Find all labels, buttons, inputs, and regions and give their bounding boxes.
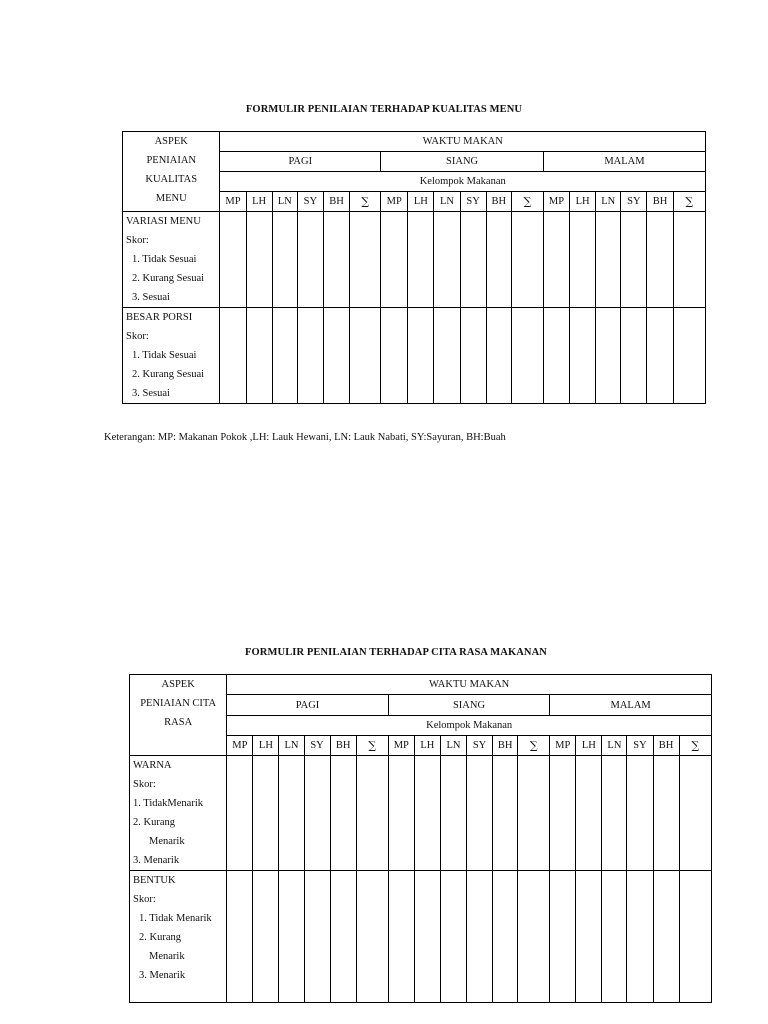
group-sum: ∑	[350, 192, 381, 212]
aspect-line: MENU	[155, 193, 187, 204]
score-cell[interactable]	[440, 756, 466, 871]
score-cell[interactable]	[543, 308, 569, 404]
group-sy: SY	[304, 736, 330, 756]
aspect-line: ASPEK	[161, 679, 195, 690]
score-cell[interactable]	[511, 308, 543, 404]
period-malam: MALAM	[550, 695, 712, 716]
criteria-line: Menarik	[149, 836, 185, 847]
kelompok-makanan-header: Kelompok Makanan	[227, 716, 712, 736]
group-ln: LN	[440, 736, 466, 756]
score-cell[interactable]	[408, 308, 434, 404]
score-cell[interactable]	[627, 756, 653, 871]
criteria-line: 2. Kurang	[133, 817, 175, 828]
score-cell[interactable]	[279, 871, 304, 1003]
group-sum: ∑	[518, 736, 550, 756]
group-bh: BH	[493, 736, 518, 756]
waktu-makan-header: WAKTU MAKAN	[227, 675, 712, 695]
group-lh: LH	[414, 736, 440, 756]
score-cell[interactable]	[227, 756, 253, 871]
score-cell[interactable]	[673, 308, 705, 404]
score-cell[interactable]	[330, 871, 356, 1003]
score-cell[interactable]	[647, 308, 673, 404]
group-ln: LN	[279, 736, 304, 756]
score-cell[interactable]	[518, 871, 550, 1003]
score-cell[interactable]	[356, 871, 388, 1003]
legend-note: Keterangan: MP: Makanan Pokok ,LH: Lauk Hewani, LN: Lauk Nabati, SY:Sayuran, BH:Buah	[104, 432, 506, 443]
form2-title: FORMULIR PENILAIAN TERHADAP CITA RASA MAKANAN	[245, 647, 547, 658]
score-cell[interactable]	[570, 308, 596, 404]
criteria-line: 3. Sesuai	[132, 292, 170, 303]
aspect-header	[130, 675, 227, 756]
score-cell[interactable]	[460, 212, 486, 308]
group-sum: ∑	[511, 192, 543, 212]
criteria-line: 2. Kurang Sesuai	[132, 369, 205, 380]
score-cell[interactable]	[493, 871, 518, 1003]
criteria-line: Skor:	[126, 331, 149, 342]
criteria-line: 3. Menarik	[133, 855, 180, 866]
score-cell[interactable]	[414, 756, 440, 871]
group-mp: MP	[550, 736, 576, 756]
score-cell[interactable]	[460, 308, 486, 404]
criteria-label	[123, 308, 220, 404]
criteria-line: Skor:	[126, 235, 149, 246]
period-pagi: PAGI	[220, 152, 381, 172]
criteria-line: 1. Tidak Menarik	[139, 913, 212, 924]
form1-table	[122, 131, 706, 404]
criteria-line: Menarik	[149, 951, 185, 962]
score-cell[interactable]	[602, 871, 627, 1003]
group-ln: LN	[272, 192, 297, 212]
score-cell[interactable]	[323, 308, 349, 404]
score-cell[interactable]	[350, 308, 381, 404]
group-sy: SY	[460, 192, 486, 212]
score-cell[interactable]	[246, 212, 272, 308]
criteria-line: 1. Tidak Sesuai	[132, 350, 197, 361]
score-cell[interactable]	[627, 871, 653, 1003]
group-bh: BH	[647, 192, 673, 212]
aspect-header	[123, 132, 220, 212]
score-cell[interactable]	[576, 871, 602, 1003]
score-cell[interactable]	[596, 308, 621, 404]
waktu-makan-header: WAKTU MAKAN	[220, 132, 706, 152]
aspect-line: PENIAIAN CITA	[140, 698, 217, 709]
criteria-line: 3. Menarik	[139, 970, 186, 981]
group-lh: LH	[246, 192, 272, 212]
group-bh: BH	[486, 192, 511, 212]
score-cell[interactable]	[440, 871, 466, 1003]
criteria-title: VARIASI MENU	[126, 216, 201, 227]
score-cell[interactable]	[272, 212, 297, 308]
criteria-row-bentuk	[130, 871, 712, 1003]
score-cell[interactable]	[621, 212, 647, 308]
criteria-label	[130, 756, 227, 871]
group-mp: MP	[220, 192, 246, 212]
group-bh: BH	[323, 192, 349, 212]
score-cell[interactable]	[602, 756, 627, 871]
form1-title: FORMULIR PENILAIAN TERHADAP KUALITAS MENU	[245, 104, 523, 115]
aspect-line: KUALITAS	[145, 174, 198, 185]
group-sum: ∑	[673, 192, 705, 212]
score-cell[interactable]	[550, 756, 576, 871]
score-cell[interactable]	[253, 871, 279, 1003]
criteria-label	[123, 212, 220, 308]
criteria-row-variasi-menu	[123, 212, 706, 308]
score-cell[interactable]	[304, 871, 330, 1003]
group-sy: SY	[627, 736, 653, 756]
score-cell[interactable]	[543, 212, 569, 308]
criteria-line: Skor:	[133, 779, 156, 790]
score-cell[interactable]	[673, 212, 705, 308]
group-lh: LH	[253, 736, 279, 756]
group-sy: SY	[467, 736, 493, 756]
score-cell[interactable]	[647, 212, 673, 308]
score-cell[interactable]	[486, 212, 511, 308]
score-cell[interactable]	[330, 756, 356, 871]
score-cell[interactable]	[621, 308, 647, 404]
score-cell[interactable]	[388, 871, 414, 1003]
score-cell[interactable]	[304, 756, 330, 871]
score-cell[interactable]	[550, 871, 576, 1003]
group-lh: LH	[576, 736, 602, 756]
aspect-line: PENIAIAN	[146, 155, 197, 166]
criteria-line: 2. Kurang Sesuai	[132, 273, 205, 284]
score-cell[interactable]	[350, 212, 381, 308]
criteria-title: WARNA	[133, 760, 172, 771]
score-cell[interactable]	[297, 308, 323, 404]
score-cell[interactable]	[493, 756, 518, 871]
score-cell[interactable]	[486, 308, 511, 404]
score-cell[interactable]	[679, 871, 711, 1003]
group-mp: MP	[381, 192, 408, 212]
criteria-line: 2. Kurang	[139, 932, 181, 943]
group-sum: ∑	[679, 736, 711, 756]
score-cell[interactable]	[511, 212, 543, 308]
score-cell[interactable]	[570, 212, 596, 308]
criteria-row-warna	[130, 756, 712, 871]
period-siang: SIANG	[381, 152, 544, 172]
score-cell[interactable]	[679, 756, 711, 871]
score-cell[interactable]	[408, 212, 434, 308]
score-cell[interactable]	[227, 871, 253, 1003]
criteria-line: 3. Sesuai	[132, 388, 170, 399]
score-cell[interactable]	[246, 308, 272, 404]
criteria-line: 1. TidakMenarik	[133, 798, 204, 809]
score-cell[interactable]	[220, 308, 246, 404]
score-cell[interactable]	[434, 308, 460, 404]
score-cell[interactable]	[272, 308, 297, 404]
score-cell[interactable]	[356, 756, 388, 871]
group-ln: LN	[596, 192, 621, 212]
aspect-line: ASPEK	[154, 136, 188, 147]
score-cell[interactable]	[467, 871, 493, 1003]
criteria-title: BESAR PORSI	[126, 312, 193, 323]
group-mp: MP	[543, 192, 569, 212]
group-mp: MP	[227, 736, 253, 756]
score-cell[interactable]	[467, 756, 493, 871]
aspect-line: RASA	[164, 717, 193, 728]
score-cell[interactable]	[253, 756, 279, 871]
score-cell[interactable]	[434, 212, 460, 308]
group-ln: LN	[434, 192, 460, 212]
group-sy: SY	[621, 192, 647, 212]
period-siang: SIANG	[388, 695, 549, 716]
score-cell[interactable]	[381, 212, 408, 308]
score-cell[interactable]	[388, 756, 414, 871]
score-cell[interactable]	[576, 756, 602, 871]
group-lh: LH	[408, 192, 434, 212]
criteria-line: 1. Tidak Sesuai	[132, 254, 197, 265]
group-bh: BH	[653, 736, 679, 756]
group-bh: BH	[330, 736, 356, 756]
score-cell[interactable]	[381, 308, 408, 404]
period-pagi: PAGI	[227, 695, 388, 716]
score-cell[interactable]	[297, 212, 323, 308]
period-malam: MALAM	[543, 152, 705, 172]
score-cell[interactable]	[414, 871, 440, 1003]
group-mp: MP	[388, 736, 414, 756]
score-cell[interactable]	[653, 756, 679, 871]
group-lh: LH	[570, 192, 596, 212]
score-cell[interactable]	[323, 212, 349, 308]
group-sum: ∑	[356, 736, 388, 756]
kelompok-makanan-header: Kelompok Makanan	[220, 172, 706, 192]
form2-table	[129, 674, 712, 1003]
criteria-label	[130, 871, 227, 1003]
criteria-title: BENTUK	[133, 875, 176, 886]
criteria-row-besar-porsi	[123, 308, 706, 404]
score-cell[interactable]	[596, 212, 621, 308]
group-sy: SY	[297, 192, 323, 212]
score-cell[interactable]	[220, 212, 246, 308]
score-cell[interactable]	[279, 756, 304, 871]
group-ln: LN	[602, 736, 627, 756]
score-cell[interactable]	[518, 756, 550, 871]
score-cell[interactable]	[653, 871, 679, 1003]
criteria-line: Skor:	[133, 894, 156, 905]
